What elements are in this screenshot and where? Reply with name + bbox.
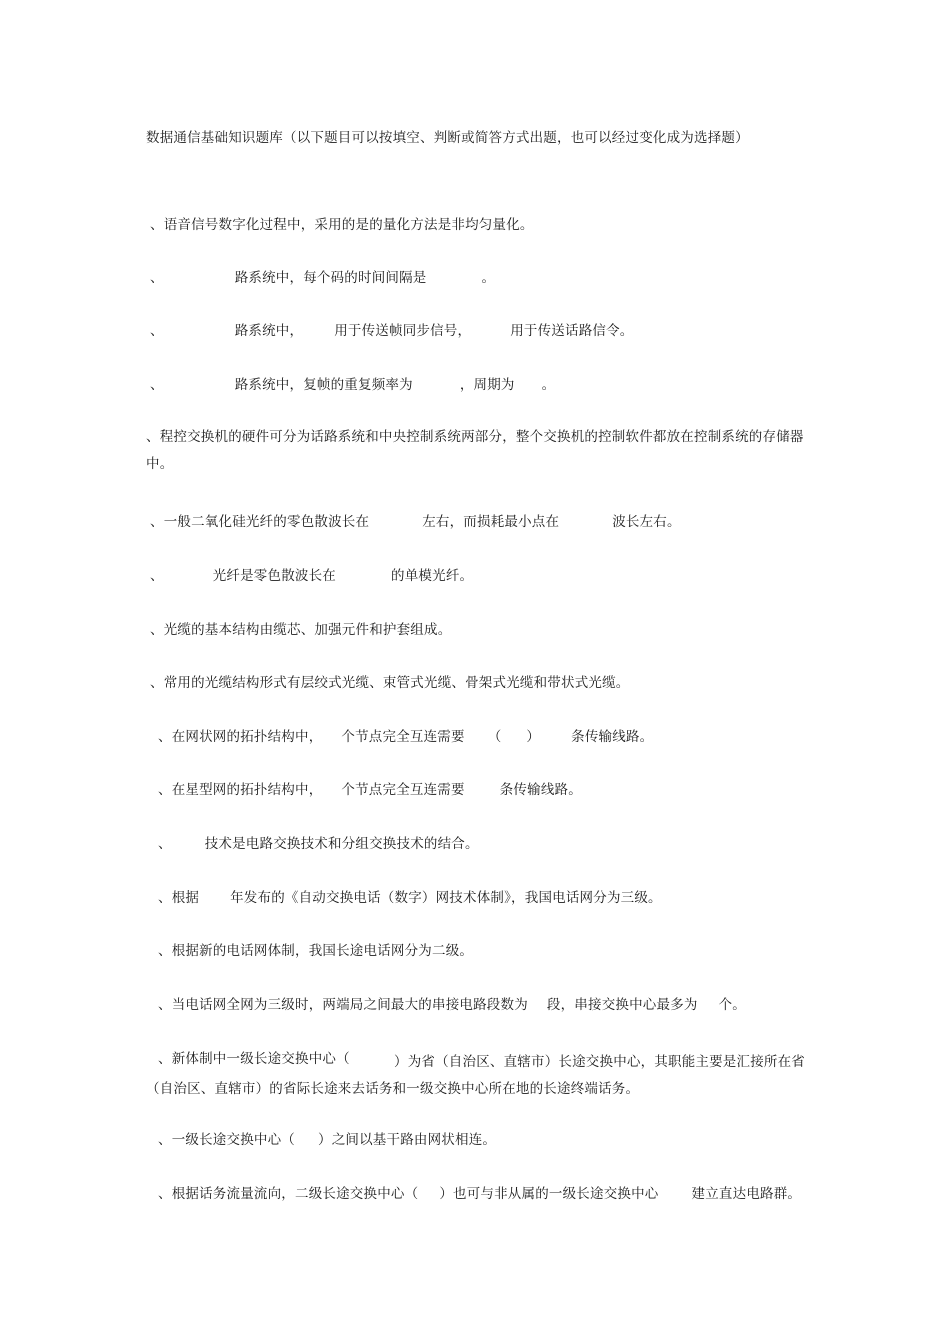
question-text: 个节点完全互连需要 [341, 782, 465, 798]
question-item [150, 215, 534, 235]
question-item [150, 268, 495, 288]
question-item [158, 834, 479, 854]
question-text: 波长左右。 [612, 514, 681, 530]
question-item [150, 620, 451, 640]
question-item [150, 566, 473, 586]
question-text: 左右，而损耗最小点在 [422, 514, 560, 530]
question-text: 建立直达电路群。 [691, 1186, 802, 1202]
question-item [146, 424, 826, 478]
question-text: 、新体制中一级长途交换中心（ [158, 1051, 350, 1067]
question-text: 段，串接交换中心最多为 [546, 997, 698, 1013]
question-text: 、 [150, 323, 164, 339]
document-title: 数据通信基础知识题库（以下题目可以按填空、判断或简答方式出题，也可以经过变化成为选择题） [146, 130, 749, 146]
question-text: ，周期为 [459, 377, 515, 393]
question-text: ） [526, 729, 541, 745]
question-text: 、一般二氧化硅光纤的零色散波长在 [150, 514, 370, 530]
question-text: 年发布的《自动交换电话（数字）网技术体制》，我国电话网分为三级。 [230, 890, 662, 906]
question-text: 用于传送帧同步信号， [334, 323, 472, 339]
question-text: 、当电话网全网为三级时，两端局之间最大的串接电路段数为 [158, 997, 528, 1013]
question-text: 路系统中， [234, 323, 304, 339]
question-text: 、 [150, 568, 164, 584]
question-text: 、 [158, 836, 172, 852]
question-text: 的单模光纤。 [391, 568, 474, 584]
question-text: 个。 [718, 997, 747, 1013]
question-text: 。 [481, 270, 496, 286]
question-text: 、 [150, 270, 164, 286]
question-item [158, 888, 662, 908]
question-text: 、常用的光缆结构形式有层绞式光缆、束管式光缆、骨架式光缆和带状式光缆。 [150, 675, 630, 691]
question-text: 光纤是零色散波长在 [212, 568, 337, 584]
question-text: 、在星型网的拓扑结构中， [158, 782, 323, 798]
question-text: 路系统中，复帧的重复频率为 [234, 377, 413, 393]
question-item [158, 1130, 496, 1150]
question-text: 条传输线路。 [571, 729, 654, 745]
question-item [150, 512, 681, 532]
question-item [150, 673, 630, 693]
question-item [158, 941, 473, 961]
question-text: 技术是电路交换技术和分组交换技术的结合。 [204, 836, 479, 852]
question-item [150, 321, 634, 341]
question-text: （ [487, 729, 502, 745]
question-item-continued [146, 1049, 810, 1103]
question-text: 、 [150, 377, 164, 393]
question-text: 、根据话务流量流向，二级长途交换中心（ [158, 1186, 419, 1202]
question-item [150, 375, 555, 395]
question-text: 、一级长途交换中心（ [158, 1132, 295, 1148]
question-text: 、语音信号数字化过程中，采用的是的量化方法是非均匀量化。 [150, 217, 534, 233]
question-text: 路系统中，每个码的时间间隔是 [234, 270, 427, 286]
question-text: 用于传送话路信令。 [510, 323, 634, 339]
question-item [158, 995, 746, 1015]
question-text: 个节点完全互连需要 [341, 729, 465, 745]
question-text: 、光缆的基本结构由缆芯、加强元件和护套组成。 [150, 622, 452, 638]
question-text: 、程控交换机的硬件可分为话路系统和中央控制系统两部分，整个交换机的控制软件都放在控制系统的存储器中。 [146, 429, 804, 472]
question-text: 、根据 [158, 890, 200, 906]
question-text: ）也可与非从属的一级长途交换中心 [439, 1186, 659, 1202]
question-text: ）为省（自治区、直辖市）长途交换中心，其职能主要是汇接所在省（自治区、直辖市）的省际长途来去话务和一级交换中心所在地的长途终端话务。 [146, 1054, 805, 1097]
question-item [158, 1184, 801, 1204]
question-item [158, 780, 582, 800]
question-text: 、在网状网的拓扑结构中， [158, 729, 323, 745]
question-text: ）之间以基干路由网状相连。 [318, 1132, 497, 1148]
question-text: 、根据新的电话网体制，我国长途电话网分为二级。 [158, 943, 474, 959]
question-text: 条传输线路。 [499, 782, 582, 798]
question-text: 。 [541, 377, 556, 393]
question-item [158, 727, 653, 747]
